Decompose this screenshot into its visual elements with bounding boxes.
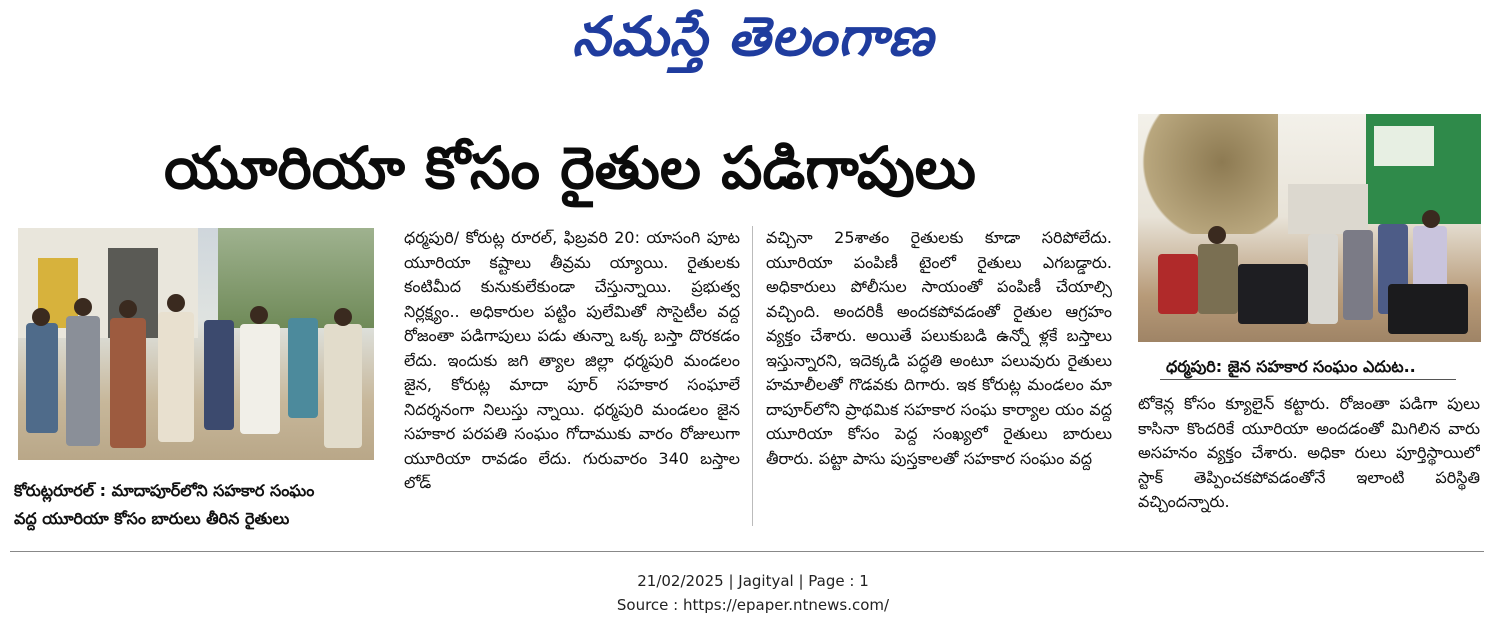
- left-photo-farmers-queue: [18, 228, 374, 460]
- article-column-1: [404, 226, 740, 526]
- article-column-3: [1138, 392, 1480, 532]
- right-photo-caption: ధర్మపురి: జైన సహకార సంఘం ఎదుట..: [1166, 357, 1416, 376]
- footer-source-link[interactable]: Source : https://epaper.ntnews.com/: [616, 596, 890, 614]
- right-photo-cooperative-crowd: [1138, 114, 1481, 342]
- article-column-2: [766, 226, 1112, 526]
- article-text-column-3: టోకెన్ల కోసం క్యూలైన్ కట్టారు. రోజంతా పడిగా పులు కాసినా కొందరికే యూరియా అందడంతో మిగిలిన వారు అసహనం వ్యక్తం చేశారు. అధికా రులు పూర్తిస్థాయిలో స్టాక్ తెప్పించకపోవడంతోనే ఇలాంటి పరిస్థితి వచ్చిందన్నారు.: [1138, 394, 1480, 511]
- caption-underline: [1160, 379, 1456, 380]
- left-caption-line-1: కోరుట్లరూరల్ : మాదాపూర్‌లోని సహకార సంఘం: [14, 481, 315, 500]
- newspaper-masthead: నమస్తే తెలంగాణ: [572, 5, 934, 68]
- footer-date-edition: 21/02/2025 | Jagityal | Page : 1: [637, 572, 869, 590]
- article-text-column-2: వచ్చినా 25శాతం రైతులకు కూడా సరిపోలేదు. యూరియా పంపిణీ టైంలో రైతులు ఎగబడ్డారు. అధికారులు పోలీసుల సాయంతో పంపిణీ చేయాల్సి వచ్చింది. అందరికీ అందకపోవడంతో రైతుల ఆగ్రహం వ్యక్తం చేశారు. అయితే పలుకుబడి ఉన్నో ళ్లకే బస్తాలు ఇస్తున్నారని, ఇదెక్కడి పద్ధతి అంటూ పలువురు రైతులు హమాలీలతో గొడవకు దిగారు. ఇక కోరుట్ల మండలం మా దాపూర్‌లోని ప్రాథమిక సహకార సంఘ కార్యాల యం వద్ద యూరియా కోసం పెద్ద సంఖ్యలో రైతులు బారులు తీరారు. పట్టా పాసు పుస్తకాలతో సహకార సంఘం వద్ద: [766, 228, 1112, 468]
- left-photo-caption: [14, 477, 394, 533]
- article-headline: యూరియా కోసం రైతుల పడిగాపులు: [164, 134, 976, 202]
- page-bottom-rule: [10, 551, 1484, 552]
- left-caption-line-2: వద్ద యూరియా కోసం బారులు తీరిన రైతులు: [14, 509, 290, 528]
- column-divider: [752, 226, 753, 526]
- article-text-column-1: ధర్మపురి/ కోరుట్ల రూరల్, ఫిబ్రవరి 20: యాసంగి పూట యూరియా కష్టాలు తీవ్రమ య్యాయి. రైతులకు కంటిమీద కునుకులేకుండా చేస్తున్నాయి. ప్రభుత్వ నిర్లక్ష్యం.. అధికారుల పట్టిం పులేమితో సొసైటీల వద్ద రోజంతా పడిగాపులు పడు తున్నా ఒక్క బస్తా దొరకడం లేదు. ఇందుకు జగి త్యాల జిల్లా ధర్మపురి మండలం జైన, కోరుట్ల మాదా పూర్ సహకార సంఘాలే నిదర్శనంగా నిలుస్తు న్నాయి. ధర్మపురి మండలం జైన సహకార పరపతి సంఘం గోదాముకు వారం రోజులుగా యూరియా రావడం లేదు. గురువారం 340 బస్తాల లోడ్: [404, 228, 740, 492]
